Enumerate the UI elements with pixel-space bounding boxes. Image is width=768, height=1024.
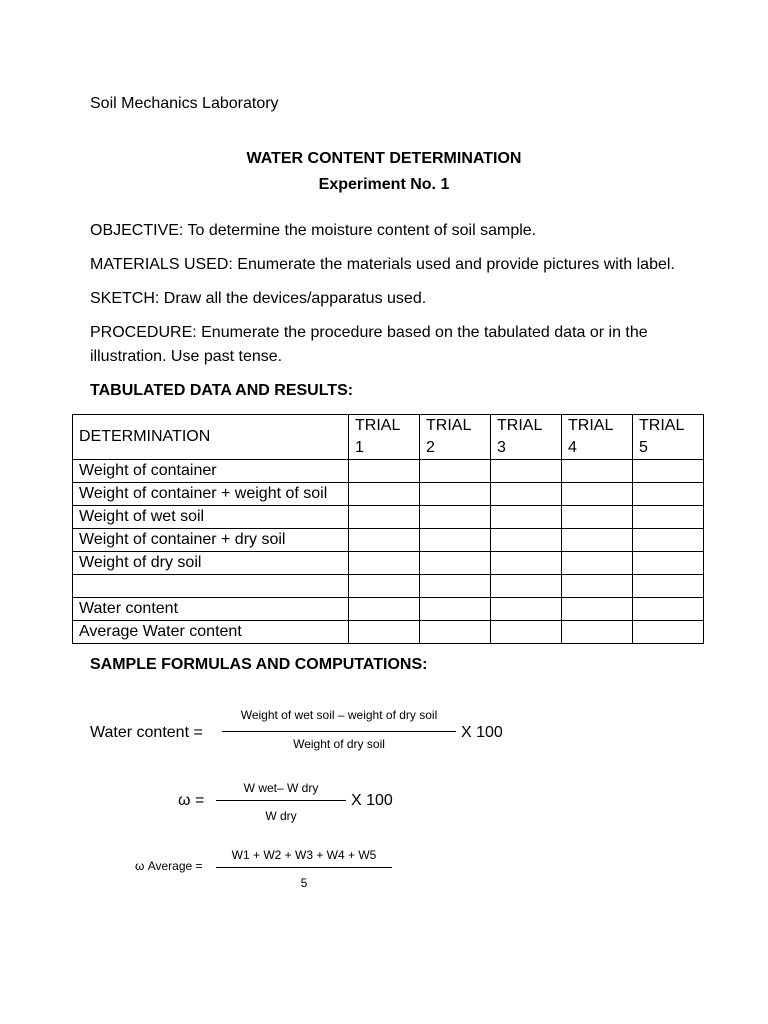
formula-multiplier: X 100 — [461, 724, 503, 741]
table-cell — [562, 460, 633, 483]
tabulated-heading: TABULATED DATA AND RESULTS: — [90, 382, 354, 399]
table-row — [73, 575, 704, 598]
table-row — [73, 483, 704, 506]
formula-denominator: Weight of dry soil — [293, 737, 385, 751]
table-cell — [633, 529, 704, 552]
table-cell — [633, 506, 704, 529]
fraction-bar — [222, 731, 456, 732]
table-cell — [349, 529, 420, 552]
table-cell — [562, 529, 633, 552]
table-cell — [633, 460, 704, 483]
table-cell — [491, 529, 562, 552]
table-cell — [491, 506, 562, 529]
table-cell — [491, 598, 562, 621]
table-cell — [633, 598, 704, 621]
formula-denominator: 5 — [300, 876, 308, 890]
row-label: Weight of container + weight of soil — [73, 483, 349, 506]
table-cell — [491, 621, 562, 644]
row-label: Weight of container — [73, 460, 349, 483]
row-label: Weight of wet soil — [73, 506, 349, 529]
formula-numerator: W1 + W2 + W3 + W4 + W5 — [231, 848, 377, 862]
table-row — [73, 598, 704, 621]
document-title: WATER CONTENT DETERMINATION — [246, 150, 522, 167]
table-cell — [349, 460, 420, 483]
fraction-bar — [216, 867, 392, 868]
data-table — [72, 414, 704, 644]
table-row — [73, 460, 704, 483]
header-cell: TRIAL 5 — [633, 415, 704, 460]
header-cell: DETERMINATION — [73, 415, 349, 460]
table-cell — [420, 460, 491, 483]
procedure-text-line2: illustration. Use past tense. — [90, 348, 283, 365]
table-cell — [420, 529, 491, 552]
table-cell — [491, 575, 562, 598]
table-cell — [420, 575, 491, 598]
formula-lhs: Water content = — [90, 724, 203, 741]
table-header-row — [73, 415, 704, 460]
table-cell — [633, 483, 704, 506]
table-row — [73, 621, 704, 644]
table-cell — [633, 621, 704, 644]
table-cell — [349, 552, 420, 575]
formula-lhs: ω Average = — [135, 859, 203, 873]
objective-text: OBJECTIVE: To determine the moisture content of soil sample. — [90, 222, 537, 239]
sketch-text: SKETCH: Draw all the devices/apparatus used. — [90, 290, 427, 307]
table-cell — [562, 552, 633, 575]
formula-numerator: W wet– W dry — [243, 781, 319, 795]
table-cell — [349, 575, 420, 598]
table-cell — [562, 506, 633, 529]
table-cell — [349, 621, 420, 644]
header-cell: TRIAL 4 — [562, 415, 633, 460]
header-cell: TRIAL 2 — [420, 415, 491, 460]
experiment-number: Experiment No. 1 — [318, 176, 450, 193]
table-row — [73, 529, 704, 552]
table-cell — [420, 552, 491, 575]
table-cell — [349, 598, 420, 621]
table-cell — [562, 483, 633, 506]
table-cell — [349, 483, 420, 506]
fraction-bar — [216, 800, 346, 801]
table-cell — [562, 621, 633, 644]
procedure-text-line1: PROCEDURE: Enumerate the procedure based on the tabulated data or in the — [90, 324, 648, 341]
formulas-heading: SAMPLE FORMULAS AND COMPUTATIONS: — [90, 656, 428, 673]
table-row — [73, 506, 704, 529]
row-label: Average Water content — [73, 621, 349, 644]
row-label — [73, 575, 349, 598]
formula-lhs: ω = — [178, 792, 205, 809]
formula-multiplier: X 100 — [351, 792, 393, 809]
table-cell — [491, 552, 562, 575]
header-cell: TRIAL 1 — [349, 415, 420, 460]
table-cell — [420, 506, 491, 529]
formula-denominator: W dry — [265, 809, 297, 823]
lab-name: Soil Mechanics Laboratory — [90, 95, 279, 112]
formula-numerator: Weight of wet soil – weight of dry soil — [240, 708, 438, 722]
header-cell: TRIAL 3 — [491, 415, 562, 460]
row-label: Weight of container + dry soil — [73, 529, 349, 552]
table-cell — [633, 552, 704, 575]
table-cell — [420, 483, 491, 506]
table-cell — [633, 575, 704, 598]
table-cell — [420, 621, 491, 644]
table-cell — [562, 575, 633, 598]
table-cell — [349, 506, 420, 529]
materials-text: MATERIALS USED: Enumerate the materials used and provide pictures with label. — [90, 256, 675, 273]
row-label: Weight of dry soil — [73, 552, 349, 575]
table-cell — [491, 460, 562, 483]
table-cell — [491, 483, 562, 506]
table-cell — [420, 598, 491, 621]
table-cell — [562, 598, 633, 621]
row-label: Water content — [73, 598, 349, 621]
table-row — [73, 552, 704, 575]
